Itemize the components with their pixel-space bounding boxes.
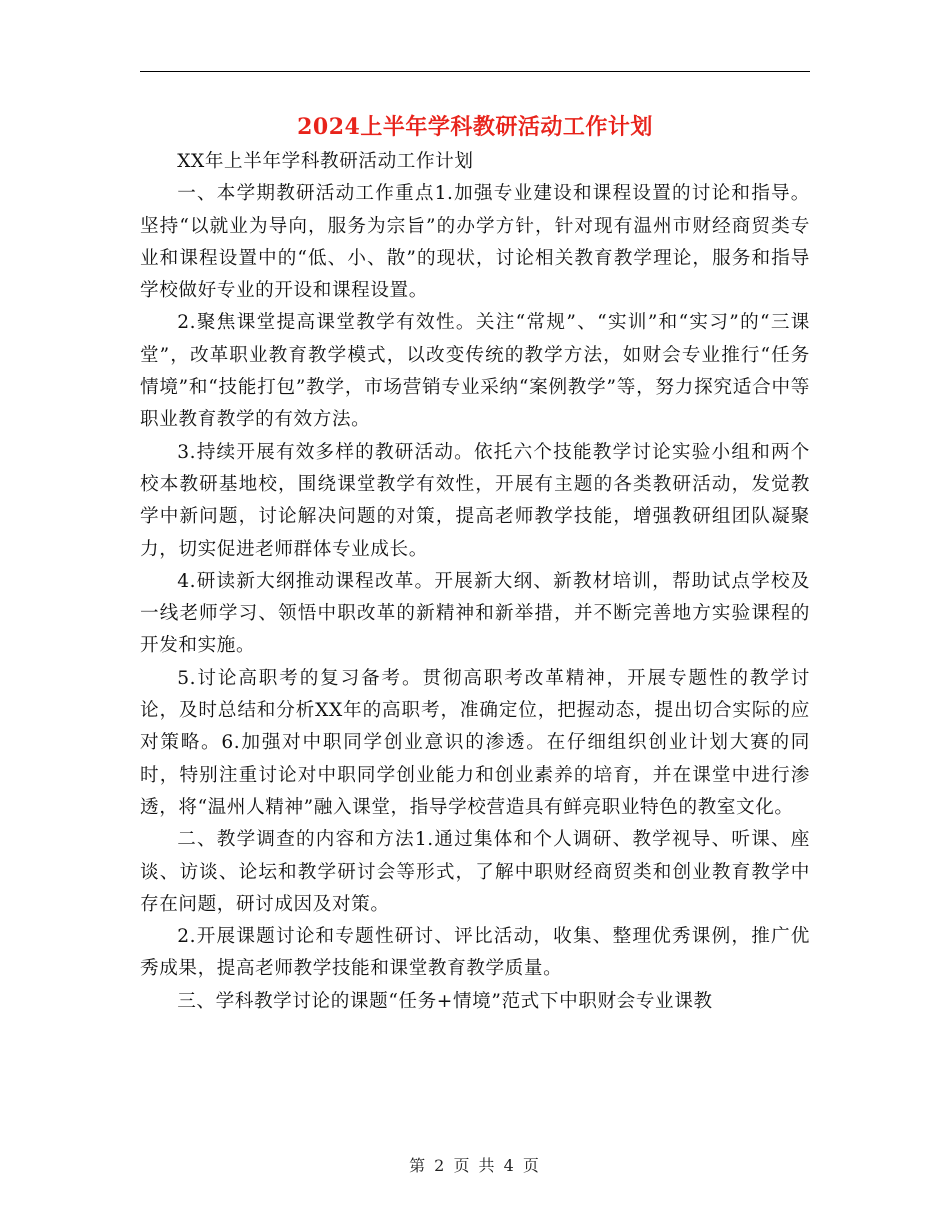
paragraph-section-2-item-2: 2.开展课题讨论和专题性研讨、评比活动，收集、整理优秀课例，推广优秀成果，提高老师教学技能和课堂教育教学质量。 <box>140 926 810 980</box>
document-body <box>140 146 810 1018</box>
paragraph-section-3: 三、学科教学讨论的课题“任务+情境”范式下中职财会专业课教 <box>177 990 713 1012</box>
page-number-footer: 第 2 页 共 4 页 <box>409 1156 541 1175</box>
paragraph-section-2: 二、教学调查的内容和方法1.通过集体和个人调研、教学视导、听课、座谈、访谈、论坛和教学研讨会等形式，了解中职财经商贸类和创业教育教学中存在问题，研讨成因及对策。 <box>140 829 810 915</box>
paragraph-item-4: 4.研读新大纲推动课程改革。开展新大纲、新教材培训，帮助试点学校及一线老师学习、领悟中职改革的新精神和新举措，并不断完善地方实验课程的开发和实施。 <box>140 570 810 657</box>
header-rule <box>140 71 810 72</box>
paragraph-item-2: 2.聚焦课堂提高课堂教学有效性。关注“常规”、“实训”和“实习”的“三课堂”，改革职业教育教学模式，以改变传统的教学方法，如财会专业推行“任务情境”和“技能打包”教学，市场营销专业采纳“案例教学”等，努力探究适合中等职业教育教学的有效方法。 <box>140 312 810 431</box>
document-title: 2024上半年学科教研活动工作计划 <box>297 114 653 140</box>
paragraph-item-3: 3.持续开展有效多样的教研活动。依托六个技能教学讨论实验小组和两个校本教研基地校，围绕课堂教学有效性，开展有主题的各类教研活动，发觉教学中新问题，讨论解决问题的对策，提高老师教学技能，增强教研组团队凝聚力，切实促进老师群体专业成长。 <box>140 441 810 560</box>
paragraph-subtitle: XX年上半年学科教研活动工作计划 <box>177 151 474 172</box>
paragraph-item-5: 5.讨论高职考的复习备考。贯彻高职考改革精神，开展专题性的教学讨论，及时总结和分析XX年的高职考，准确定位，把握动态，提出切合实际的应对策略。6.加强对中职同学创业意识的渗透。在仔细组织创业计划大赛的同时，特别注重讨论对中职同学创业能力和创业素养的培育，并在课堂中进行渗透，将“温州人精神”融入课堂，指导学校营造具有鲜亮职业特色的教室文化。 <box>140 667 810 818</box>
paragraph-section-1: 一、本学期教研活动工作重点1.加强专业建设和课程设置的讨论和指导。坚持“以就业为导向，服务为宗旨”的办学方针，针对现有温州市财经商贸类专业和课程设置中的“低、小、散”的现状，讨论相关教育教学理论，服务和指导学校做好专业的开设和课程设置。 <box>140 183 810 302</box>
